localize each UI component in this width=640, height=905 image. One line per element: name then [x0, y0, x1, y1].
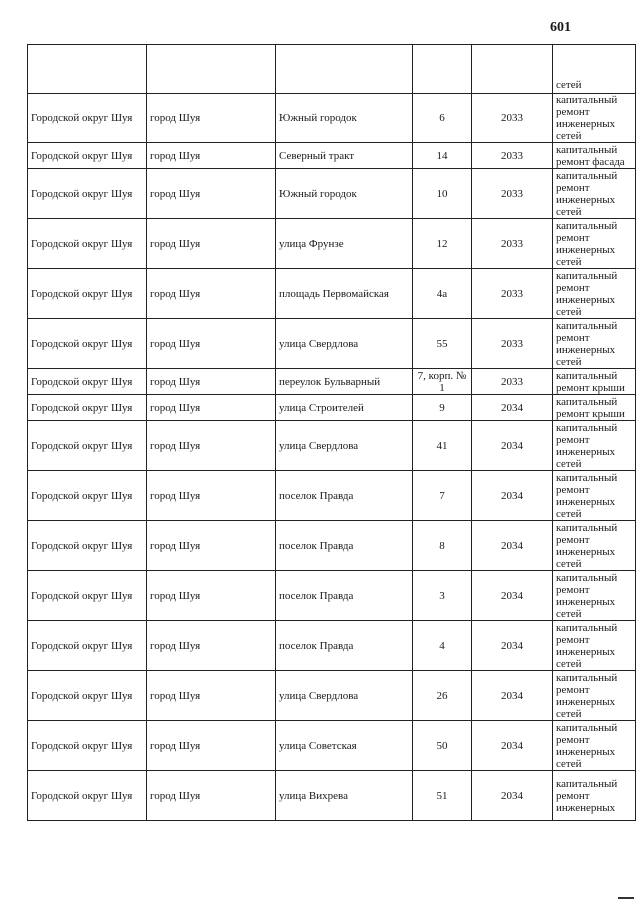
cell-street: улица Вихрева: [276, 771, 413, 821]
cell-year: 2034: [472, 395, 553, 421]
cell-work: капитальный ремонт фасада: [553, 143, 636, 169]
cell-area: Городской округ Шуя: [28, 471, 147, 521]
cell-work: капитальный ремонт инженерных сетей: [553, 169, 636, 219]
cell-house: 10: [413, 169, 472, 219]
cell-city: город Шуя: [147, 143, 276, 169]
cell-work: капитальный ремонт инженерных сетей: [553, 671, 636, 721]
cell-city: город Шуя: [147, 471, 276, 521]
cell-street: поселок Правда: [276, 621, 413, 671]
table-row: [28, 143, 636, 169]
cell-city: город Шуя: [147, 571, 276, 621]
cell-city: город Шуя: [147, 721, 276, 771]
cell-area: Городской округ Шуя: [28, 621, 147, 671]
cell-year: 2033: [472, 94, 553, 143]
cell-area: Городской округ Шуя: [28, 771, 147, 821]
cell-street: Северный тракт: [276, 143, 413, 169]
cell-house: 50: [413, 721, 472, 771]
cell-work: капитальный ремонт инженерных сетей: [553, 219, 636, 269]
cell-street: Южный городок: [276, 169, 413, 219]
cell-year: 2034: [472, 721, 553, 771]
cell-street: улица Фрунзе: [276, 219, 413, 269]
cell-house: 4: [413, 621, 472, 671]
cell-area: Городской округ Шуя: [28, 94, 147, 143]
cell-work: капитальный ремонт инженерных сетей: [553, 471, 636, 521]
cell-area: Городской округ Шуя: [28, 721, 147, 771]
table-row: [28, 169, 636, 219]
cell-street: улица Строителей: [276, 395, 413, 421]
cell-city: город Шуя: [147, 395, 276, 421]
table-row: [28, 395, 636, 421]
cell-street: улица Свердлова: [276, 421, 413, 471]
cell-house: 7: [413, 471, 472, 521]
cell-city: город Шуя: [147, 621, 276, 671]
cell-area: Городской округ Шуя: [28, 395, 147, 421]
cell-year: 2034: [472, 571, 553, 621]
cell-year: 2034: [472, 521, 553, 571]
cell-house: 7, корп. № 1: [413, 369, 472, 395]
cell-street: поселок Правда: [276, 521, 413, 571]
cell-area: Городской округ Шуя: [28, 571, 147, 621]
cell-area: Городской округ Шуя: [28, 521, 147, 571]
page-number: 601: [550, 20, 571, 35]
cell-street: улица Свердлова: [276, 671, 413, 721]
table-row: [28, 571, 636, 621]
cell-house: 14: [413, 143, 472, 169]
cell-year: [472, 45, 553, 94]
cell-house: 41: [413, 421, 472, 471]
cell-house: 9: [413, 395, 472, 421]
cell-area: Городской округ Шуя: [28, 169, 147, 219]
cell-year: 2033: [472, 169, 553, 219]
table-row: [28, 621, 636, 671]
table-row: [28, 421, 636, 471]
cell-house: 6: [413, 94, 472, 143]
cell-street: поселок Правда: [276, 571, 413, 621]
cell-year: 2034: [472, 671, 553, 721]
cell-work: капитальный ремонт инженерных сетей: [553, 571, 636, 621]
cell-city: город Шуя: [147, 319, 276, 369]
cell-house: 3: [413, 571, 472, 621]
cell-work: капитальный ремонт инженерных сетей: [553, 621, 636, 671]
cell-street: Южный городок: [276, 94, 413, 143]
table-row: [28, 771, 636, 821]
table-row: [28, 269, 636, 319]
table-row: [28, 319, 636, 369]
cell-work: капитальный ремонт инженерных сетей: [553, 421, 636, 471]
cell-city: город Шуя: [147, 421, 276, 471]
margin-mark: [618, 897, 634, 899]
registry-table: [27, 44, 636, 821]
cell-house: 12: [413, 219, 472, 269]
cell-city: город Шуя: [147, 94, 276, 143]
cell-year: 2033: [472, 219, 553, 269]
cell-work: капитальный ремонт инженерных: [553, 771, 636, 821]
cell-year: 2034: [472, 471, 553, 521]
cell-area: [28, 45, 147, 94]
cell-house: 51: [413, 771, 472, 821]
table-row: [28, 721, 636, 771]
cell-house: 55: [413, 319, 472, 369]
cell-work: сетей: [553, 45, 636, 94]
table-row: [28, 671, 636, 721]
cell-city: город Шуя: [147, 671, 276, 721]
cell-work: капитальный ремонт инженерных сетей: [553, 269, 636, 319]
cell-house: [413, 45, 472, 94]
cell-work: капитальный ремонт инженерных сетей: [553, 94, 636, 143]
cell-work: капитальный ремонт инженерных сетей: [553, 521, 636, 571]
cell-city: город Шуя: [147, 771, 276, 821]
cell-year: 2033: [472, 369, 553, 395]
cell-house: 4а: [413, 269, 472, 319]
cell-area: Городской округ Шуя: [28, 269, 147, 319]
cell-work: капитальный ремонт инженерных сетей: [553, 721, 636, 771]
cell-area: Городской округ Шуя: [28, 319, 147, 369]
cell-year: 2033: [472, 319, 553, 369]
cell-house: 26: [413, 671, 472, 721]
cell-street: поселок Правда: [276, 471, 413, 521]
cell-street: переулок Бульварный: [276, 369, 413, 395]
table-row: [28, 471, 636, 521]
cell-street: [276, 45, 413, 94]
cell-street: площадь Первомайская: [276, 269, 413, 319]
table-row: [28, 369, 636, 395]
cell-year: 2034: [472, 621, 553, 671]
cell-area: Городской округ Шуя: [28, 421, 147, 471]
cell-street: улица Свердлова: [276, 319, 413, 369]
cell-city: город Шуя: [147, 369, 276, 395]
cell-year: 2033: [472, 143, 553, 169]
cell-city: город Шуя: [147, 521, 276, 571]
cell-area: Городской округ Шуя: [28, 143, 147, 169]
table-row: [28, 94, 636, 143]
cell-city: город Шуя: [147, 269, 276, 319]
cell-city: [147, 45, 276, 94]
cell-area: Городской округ Шуя: [28, 219, 147, 269]
continuation-row: [28, 45, 636, 94]
cell-year: 2034: [472, 421, 553, 471]
cell-city: город Шуя: [147, 169, 276, 219]
cell-work: капитальный ремонт крыши: [553, 395, 636, 421]
table-row: [28, 219, 636, 269]
cell-area: Городской округ Шуя: [28, 369, 147, 395]
table-row: [28, 521, 636, 571]
cell-house: 8: [413, 521, 472, 571]
cell-area: Городской округ Шуя: [28, 671, 147, 721]
cell-year: 2033: [472, 269, 553, 319]
cell-street: улица Советская: [276, 721, 413, 771]
cell-year: 2034: [472, 771, 553, 821]
cell-city: город Шуя: [147, 219, 276, 269]
cell-work: капитальный ремонт инженерных сетей: [553, 319, 636, 369]
cell-work: капитальный ремонт крыши: [553, 369, 636, 395]
